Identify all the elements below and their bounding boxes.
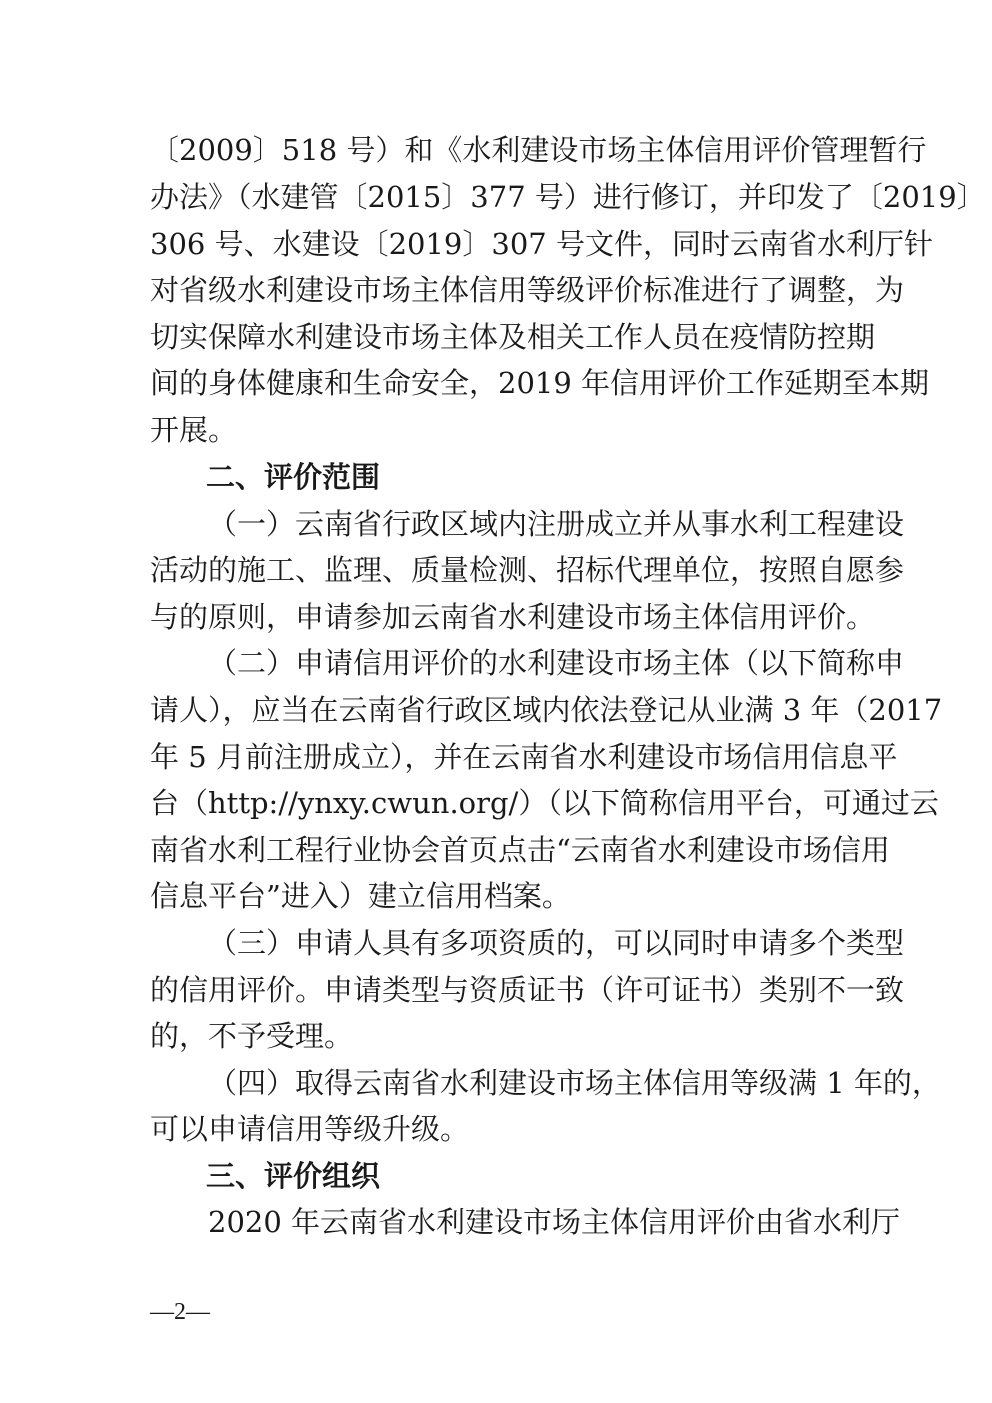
text-line: 〔2009〕518 号）和《水利建设市场主体信用评价管理暂行 (150, 133, 927, 167)
text-line: 的，不予受理。 (150, 1019, 354, 1053)
section-heading: 二、评价范围 (206, 460, 381, 494)
text-line: 对省级水利建设市场主体信用等级评价标准进行了调整，为 (150, 273, 905, 307)
text-line: 台（http://ynxy.cwun.org/）（以下简称信用平台，可通过云 (150, 786, 939, 820)
text-line: 开展。 (150, 413, 238, 447)
text-line: 与的原则，申请参加云南省水利建设市场主体信用评价。 (150, 600, 876, 634)
text-line: 间的身体健康和生命安全，2019 年信用评价工作延期至本期 (150, 366, 930, 400)
text-line: （一）云南省行政区域内注册成立并从事水利工程建设 (208, 507, 905, 541)
text-line: 2020 年云南省水利建设市场主体信用评价由省水利厅 (208, 1205, 901, 1239)
text-line: 请人），应当在云南省行政区域内依法登记从业满 3 年（2017 (150, 693, 943, 727)
section-heading: 三、评价组织 (206, 1159, 381, 1193)
text-line: （四）取得云南省水利建设市场主体信用等级满 1 年的， (208, 1066, 941, 1100)
text-line: 的信用评价。申请类型与资质证书（许可证书）类别不一致 (150, 973, 905, 1007)
text-line: （二）申请信用评价的水利建设市场主体（以下简称申 (208, 646, 905, 680)
text-line: 活动的施工、监理、质量检测、招标代理单位，按照自愿参 (150, 553, 905, 587)
text-line: 可以申请信用等级升级。 (150, 1112, 470, 1146)
text-line: 306 号、水建设〔2019〕307 号文件，同时云南省水利厅针 (150, 227, 933, 261)
text-line: 年 5 月前注册成立），并在云南省水利建设市场信用信息平 (150, 740, 898, 774)
text-line: 南省水利工程行业协会首页点击“云南省水利建设市场信用 (150, 833, 890, 867)
text-line: 信息平台”进入）建立信用档案。 (150, 879, 571, 913)
page-number: —2— (150, 1299, 210, 1325)
text-line: 切实保障水利建设市场主体及相关工作人员在疫情防控期 (150, 320, 876, 354)
text-line: 办法》（水建管〔2015〕377 号）进行修订，并印发了〔2019〕 (150, 180, 986, 214)
text-line: （三）申请人具有多项资质的，可以同时申请多个类型 (208, 926, 905, 960)
